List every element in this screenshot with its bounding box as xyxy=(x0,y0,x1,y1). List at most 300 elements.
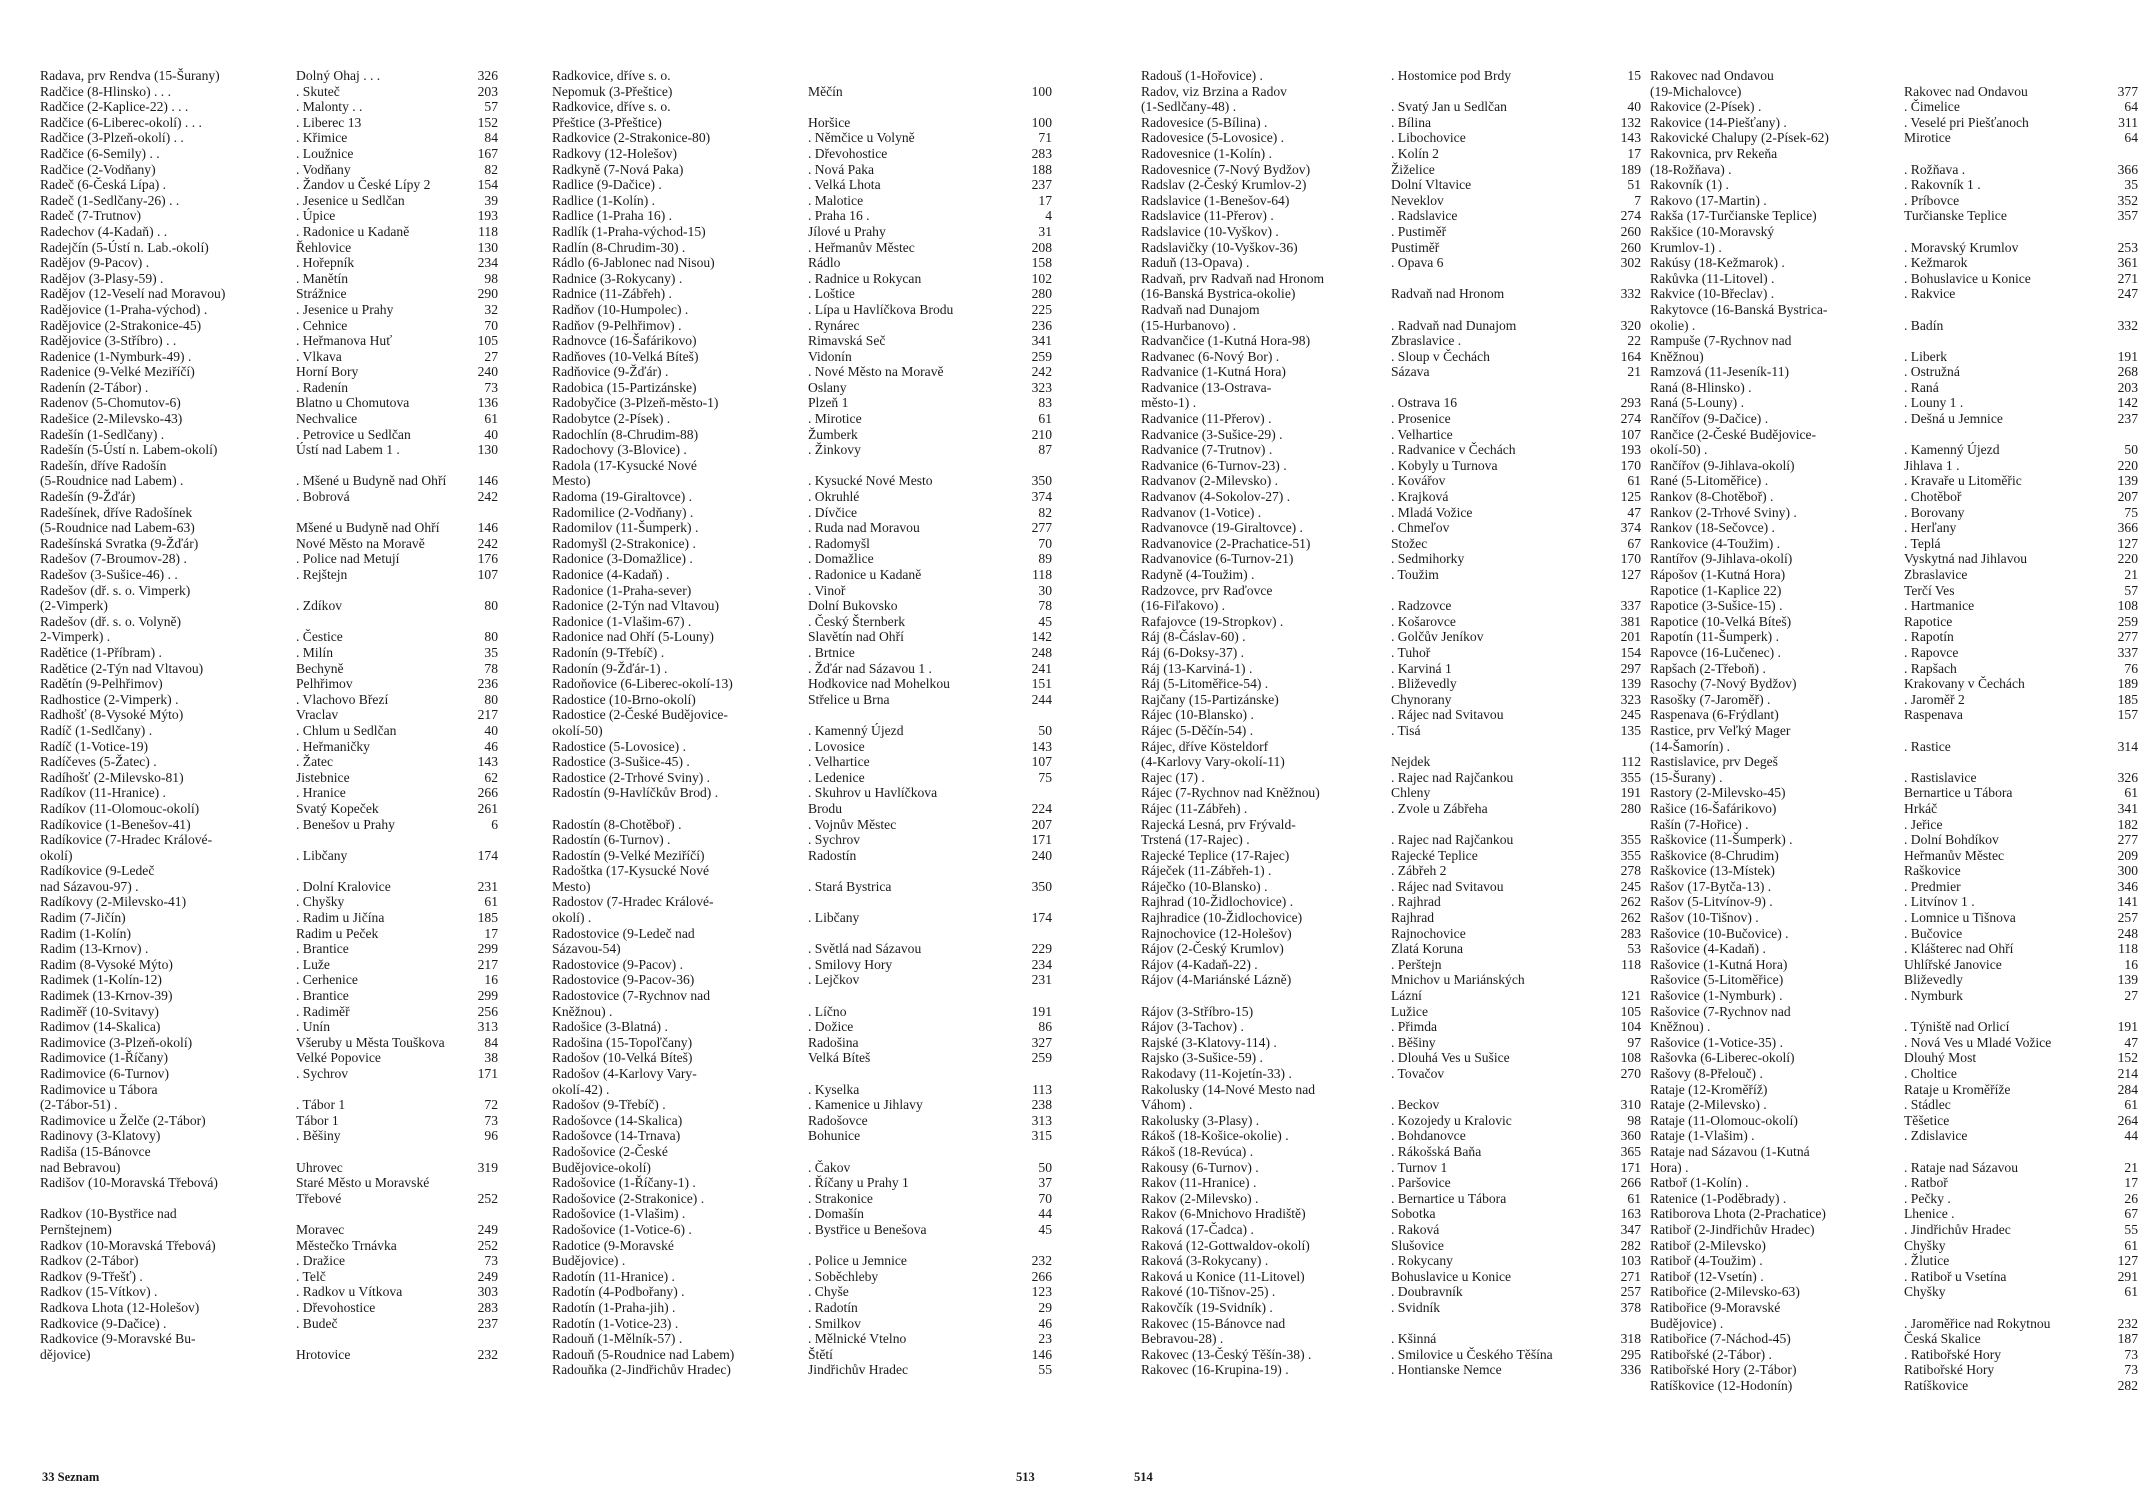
index-entry xyxy=(1650,302,2138,318)
index-entry xyxy=(40,240,498,256)
post-office: . Kamenný Újezd xyxy=(1904,442,2000,458)
place-name: (2-Vimperk) xyxy=(40,598,108,614)
page-ref: 208 xyxy=(1031,239,1052,255)
page-ref: 191 xyxy=(2117,348,2138,364)
page-ref: 80 xyxy=(484,691,498,707)
index-entry xyxy=(1650,692,2138,708)
post-office: Těšetice xyxy=(1904,1112,1950,1128)
place-name: Radnice (3-Rokycany) . xyxy=(552,270,683,286)
index-entry xyxy=(1650,661,2138,677)
index-entry xyxy=(552,84,1052,100)
page-ref: 17 xyxy=(1038,192,1052,208)
page-ref: 55 xyxy=(2124,1221,2138,1237)
column-3 xyxy=(1141,68,1641,1378)
index-entry xyxy=(552,817,1052,833)
post-office: Sobotka xyxy=(1391,1206,1436,1222)
post-office: Pustiměř xyxy=(1391,239,1440,255)
post-office: . Klášterec nad Ohří xyxy=(1904,941,2014,957)
post-office: . Rakvice xyxy=(1904,286,1956,302)
post-office: . Kovářov xyxy=(1391,473,1446,489)
place-name: Radostín (8-Chotěboř) . xyxy=(552,816,682,832)
page-ref: 248 xyxy=(2117,925,2138,941)
post-office: . Libčany xyxy=(808,910,860,926)
place-name: Radešínská Svratka (9-Žďár) xyxy=(40,535,199,551)
place-name: Rafajovce (19-Stropkov) . xyxy=(1141,613,1284,629)
page-ref: 143 xyxy=(1031,738,1052,754)
post-office: . Brantice xyxy=(296,941,349,957)
index-entry xyxy=(40,754,498,770)
index-entry xyxy=(552,941,1052,957)
place-name: Rakovec (16-Krupina-19) . xyxy=(1141,1362,1289,1378)
index-entry xyxy=(1141,208,1641,224)
place-name: Rakousy (6-Turnov) . xyxy=(1141,1159,1259,1175)
page-ref: 352 xyxy=(2117,192,2138,208)
post-office: Ratíškovice xyxy=(1904,1377,1969,1393)
place-name: Rakytovce (16-Banská Bystrica- xyxy=(1650,301,1828,317)
page-ref: 365 xyxy=(1620,1143,1641,1159)
post-office: . Radim u Jičína xyxy=(296,910,385,926)
index-entry xyxy=(40,957,498,973)
post-office: . Milín xyxy=(296,644,334,660)
place-name: Rašovice (1-Votice-35) . xyxy=(1650,1034,1784,1050)
page-ref: 366 xyxy=(2117,161,2138,177)
index-entry xyxy=(40,255,498,271)
place-name: Bebravou-28) . xyxy=(1141,1331,1224,1347)
place-name: Radiša (15-Bánovce xyxy=(40,1143,151,1159)
page-ref: 318 xyxy=(1620,1331,1641,1347)
page-ref: 61 xyxy=(1038,411,1052,427)
place-name: Radkovice, dříve s. o. xyxy=(552,99,671,115)
post-office: . Žandov u České Lípy 2 xyxy=(296,177,431,193)
place-name: Rajec (17) . xyxy=(1141,769,1205,785)
page-ref: 249 xyxy=(477,1221,498,1237)
place-name: Radola (17-Kysucké Nové xyxy=(552,457,697,473)
post-office: . Litvínov 1 . xyxy=(1904,894,1975,910)
page-ref: 127 xyxy=(2117,535,2138,551)
place-name: (18-Rožňava) . xyxy=(1650,161,1732,177)
index-entry xyxy=(1650,583,2138,599)
index-entry xyxy=(552,271,1052,287)
index-entry xyxy=(1141,1066,1641,1082)
page-ref: 40 xyxy=(484,722,498,738)
post-office: . Lomnice u Tišnova xyxy=(1904,910,2016,926)
place-name: Rajhrad (10-Židlochovice) . xyxy=(1141,894,1294,910)
post-office: Rataje u Kroměříže xyxy=(1904,1081,2011,1097)
post-office: Staré Město u Moravské xyxy=(296,1175,430,1191)
page-ref: 136 xyxy=(477,395,498,411)
page-ref: 291 xyxy=(2117,1268,2138,1284)
page-ref: 290 xyxy=(477,286,498,302)
place-name: Radimek (13-Krnov-39) xyxy=(40,988,173,1004)
place-name: Radějovice (3-Stříbro) . . xyxy=(40,333,177,349)
index-entry xyxy=(552,614,1052,630)
place-name: Radostovice (9-Pacov) . xyxy=(552,956,683,972)
index-entry xyxy=(1650,1035,2138,1051)
index-entry xyxy=(1650,1300,2138,1316)
index-entry xyxy=(1650,458,2138,474)
post-office: Stožec xyxy=(1391,535,1428,551)
post-office: . Mšené u Budyně nad Ohří xyxy=(296,473,447,489)
post-office: . Bernartice u Tábora xyxy=(1391,1190,1507,1206)
place-name: Radvanice (13-Ostrava- xyxy=(1141,379,1272,395)
place-name: Mesto) xyxy=(552,878,591,894)
place-name: Radava, prv Rendva (15-Šurany) xyxy=(40,68,220,83)
page-ref: 170 xyxy=(1620,551,1641,567)
post-office: . Dlouhá Ves u Sušice xyxy=(1391,1050,1510,1066)
post-office: . Dřevohostice xyxy=(808,145,888,161)
post-office: . Chlum u Sedlčan xyxy=(296,722,397,738)
index-entry xyxy=(552,380,1052,396)
page-ref: 80 xyxy=(484,598,498,614)
place-name: Radostice (3-Sušice-45) . xyxy=(552,754,690,770)
post-office: Rajecké Teplice xyxy=(1391,847,1478,863)
page-ref: 82 xyxy=(1038,504,1052,520)
index-entry xyxy=(40,863,498,879)
place-name: Rapotice (3-Sušice-15) . xyxy=(1650,598,1783,614)
page-ref: 274 xyxy=(1620,208,1641,224)
post-office: . Vinoř xyxy=(808,582,846,598)
post-office: . Jindřichův Hradec xyxy=(1904,1221,2011,1237)
page-ref: 262 xyxy=(1620,910,1641,926)
index-entry xyxy=(552,1144,1052,1160)
page-ref: 283 xyxy=(477,1299,498,1315)
post-office: Zbraslavice . xyxy=(1391,333,1462,349)
post-office: . Rapotín xyxy=(1904,629,1954,645)
page-ref: 130 xyxy=(477,239,498,255)
index-entry xyxy=(40,84,498,100)
place-name: Radvanovice (2-Prachatice-51) xyxy=(1141,535,1311,551)
place-name: Kněžnou) . xyxy=(1650,1019,1711,1035)
page-ref: 27 xyxy=(484,348,498,364)
place-name: Rašín (7-Hořice) . xyxy=(1650,816,1749,832)
page-ref: 240 xyxy=(477,364,498,380)
page-ref: 64 xyxy=(2124,130,2138,146)
index-entry xyxy=(1141,1362,1641,1378)
place-name: Radoštka (17-Kysucké Nové xyxy=(552,863,710,879)
post-office: . Skuhrov u Havlíčkova xyxy=(808,785,938,801)
place-name: Rašovy (8-Přelouč) . xyxy=(1650,1066,1763,1081)
page-ref: 37 xyxy=(1038,1175,1052,1191)
page-ref: 201 xyxy=(1620,629,1641,645)
post-office: . Dešná u Jemnice xyxy=(1904,411,2003,427)
page-ref: 313 xyxy=(1031,1112,1052,1128)
post-office: . Běšiny xyxy=(296,1128,341,1144)
index-entry xyxy=(1650,754,2138,770)
page-ref: 188 xyxy=(1031,161,1052,177)
index-entry xyxy=(1650,1004,2138,1020)
page-ref: 142 xyxy=(1031,629,1052,645)
place-name: Rakovice (2-Písek) . xyxy=(1650,99,1762,115)
post-office: . Jesenice u Prahy xyxy=(296,301,394,317)
page-ref: 303 xyxy=(477,1284,498,1300)
place-name: Radíčeves (5-Žatec) . xyxy=(40,754,157,770)
place-name: Radkov (9-Třešť) . xyxy=(40,1268,143,1284)
place-name: Ratibořské Hory (2-Tábor) xyxy=(1650,1362,1797,1378)
index-entry xyxy=(1141,754,1641,770)
index-entry xyxy=(1141,146,1641,162)
index-entry xyxy=(1650,68,2138,84)
place-name: Ratibořice (9-Moravské xyxy=(1650,1299,1781,1315)
index-entry xyxy=(1141,957,1641,973)
index-entry xyxy=(40,224,498,240)
post-office: . Přimda xyxy=(1391,1019,1438,1035)
place-name: Rankov (8-Chotěboř) . xyxy=(1650,489,1774,505)
place-name: Ratiboř (12-Vsetín) . xyxy=(1650,1268,1764,1284)
post-office: . Žinkovy xyxy=(808,442,861,458)
page-ref: 361 xyxy=(2117,255,2138,271)
page-ref: 245 xyxy=(1620,878,1641,894)
place-name: Radostov (7-Hradec Králové- xyxy=(552,894,714,910)
page-ref: 26 xyxy=(2124,1190,2138,1206)
index-entry xyxy=(40,583,498,599)
place-name: Ratibořské (2-Tábor) . xyxy=(1650,1346,1772,1362)
place-name: Radkov (2-Tábor) xyxy=(40,1253,139,1269)
index-entry xyxy=(1650,567,2138,583)
place-name: Radostovice (9-Ledeč nad xyxy=(552,925,695,941)
place-name: Radějov (3-Plasy-59) . xyxy=(40,270,164,286)
index-entry xyxy=(1650,442,2138,458)
post-office: . Golčův Jeníkov xyxy=(1391,629,1484,645)
place-name: Radochlín (8-Chrudim-88) xyxy=(552,426,699,442)
post-office: . Čimelice xyxy=(1904,99,1960,115)
place-name: Radešov (3-Sušice-46) . . xyxy=(40,567,178,582)
place-name: Radonice (2-Týn nad Vltavou) xyxy=(552,598,719,614)
place-name: Radvanec (6-Nový Bor) . xyxy=(1141,348,1280,364)
page-ref: 337 xyxy=(1620,598,1641,614)
place-name: Rakovec (15-Bánovce nad xyxy=(1141,1315,1286,1331)
place-name: Radeč (7-Trutnov) xyxy=(40,208,142,224)
page-ref: 242 xyxy=(477,489,498,505)
place-name: Radotice (9-Moravské xyxy=(552,1237,674,1253)
page-ref: 61 xyxy=(1627,473,1641,489)
page-ref: 313 xyxy=(477,1019,498,1035)
place-name: Radějovice (1-Praha-východ) . xyxy=(40,301,208,317)
place-name: Rapovce (16-Lučenec) . xyxy=(1650,644,1781,660)
index-entry xyxy=(1141,707,1641,723)
place-name: Radošov (4-Karlovy Vary- xyxy=(552,1066,697,1081)
post-office: . Opava 6 xyxy=(1391,255,1444,271)
place-name: Trstená (17-Rajec) . xyxy=(1141,832,1250,848)
page-ref: 121 xyxy=(1620,988,1641,1004)
index-entry xyxy=(552,505,1052,521)
post-office: . Liberk xyxy=(1904,348,1948,364)
page-ref: 182 xyxy=(2117,816,2138,832)
place-name: okolí) xyxy=(40,847,73,863)
index-entry xyxy=(552,302,1052,318)
post-office: . Teplá xyxy=(1904,535,1941,551)
place-name: Radim (7-Jičín) xyxy=(40,910,126,926)
post-office: . Benešov u Prahy xyxy=(296,816,395,832)
place-name: Rájec, dříve Kösteldorf xyxy=(1141,738,1269,754)
index-entry xyxy=(1141,785,1641,801)
page-ref: 46 xyxy=(484,738,498,754)
place-name: Rakov (2-Milevsko) . xyxy=(1141,1190,1259,1206)
place-name: Raškovice (8-Chrudim) xyxy=(1650,847,1779,863)
post-office: Velká Bíteš xyxy=(808,1050,871,1066)
index-entry xyxy=(1141,84,1641,100)
place-name: Rajnochovice (12-Holešov) xyxy=(1141,925,1292,941)
index-entry xyxy=(1650,614,2138,630)
place-name: Radíkov (11-Olomouc-okolí) xyxy=(40,800,200,816)
post-office: . Velhartice xyxy=(808,754,870,770)
index-entry xyxy=(40,629,498,645)
index-entry xyxy=(40,473,498,489)
index-entry xyxy=(552,1238,1052,1254)
place-name: Radějov (12-Veselí nad Moravou) xyxy=(40,286,226,302)
post-office: . Loštice xyxy=(808,286,855,302)
post-office: Vraclav xyxy=(296,707,339,723)
index-entry xyxy=(1141,1222,1641,1238)
post-office: . Kozojedy u Kralovic xyxy=(1391,1112,1512,1128)
page-ref: 234 xyxy=(477,255,498,271)
page-ref: 207 xyxy=(1031,816,1052,832)
place-name: Rákoš (18-Revúca) . xyxy=(1141,1143,1254,1159)
place-name: Radostín (6-Turnov) . xyxy=(552,832,671,848)
place-name: Rankov (18-Sečovce) . xyxy=(1650,520,1775,536)
post-office: . Rapšach xyxy=(1904,660,1957,676)
page-ref: 84 xyxy=(484,130,498,146)
page-ref: 242 xyxy=(477,535,498,551)
post-office: . Brtnice xyxy=(808,644,855,660)
post-office: . Smilovice u Českého Těšína xyxy=(1391,1346,1553,1362)
index-entry xyxy=(1141,520,1641,536)
place-name: Radouň (1-Mělník-57) . xyxy=(552,1331,683,1347)
place-name: Rasošky (7-Jaroměř) . xyxy=(1650,691,1771,707)
post-office: . Hostomice pod Brdy xyxy=(1391,68,1512,83)
place-name: Radkovy (12-Holešov) xyxy=(552,145,677,161)
post-office: Česká Skalice xyxy=(1904,1331,1981,1347)
place-name: Rančířov (9-Jihlava-okolí) xyxy=(1650,457,1795,473)
place-name: Radovesice (5-Bílina) . xyxy=(1141,114,1268,130)
index-entry xyxy=(1141,739,1641,755)
place-name: Radenice (9-Velké Meziříčí) xyxy=(40,364,195,380)
place-name: okolí-42) . xyxy=(552,1081,610,1097)
index-entry xyxy=(1650,910,2138,926)
index-entry xyxy=(40,536,498,552)
index-entry xyxy=(552,676,1052,692)
index-entry xyxy=(1650,1191,2138,1207)
post-office: . Jaroměřice nad Rokytnou xyxy=(1904,1315,2051,1331)
page-ref: 152 xyxy=(2117,1050,2138,1066)
place-name: Rané (5-Litoměřice) . xyxy=(1650,473,1769,489)
index-entry xyxy=(1141,645,1641,661)
index-entry xyxy=(552,1004,1052,1020)
index-entry xyxy=(1141,1050,1641,1066)
page-ref: 47 xyxy=(1627,504,1641,520)
index-entry xyxy=(1141,1004,1641,1020)
index-entry xyxy=(40,1238,498,1254)
page-ref: 167 xyxy=(477,145,498,161)
post-office: Dolní Bukovsko xyxy=(808,598,898,614)
place-name: Rašovice (1-Nymburk) . xyxy=(1650,988,1783,1004)
index-entry xyxy=(40,1253,498,1269)
page-ref: 191 xyxy=(1031,1003,1052,1019)
place-name: Radoma (19-Giraltovce) . xyxy=(552,489,693,505)
post-office: . Dožice xyxy=(808,1019,854,1035)
post-office: . Kobyly u Turnova xyxy=(1391,457,1498,473)
place-name: Rakša (17-Turčianske Teplice) xyxy=(1650,208,1817,224)
page-ref: 29 xyxy=(1038,1299,1052,1315)
index-entry xyxy=(40,333,498,349)
index-entry xyxy=(552,146,1052,162)
index-entry xyxy=(1650,941,2138,957)
index-entry xyxy=(1650,505,2138,521)
page-ref: 217 xyxy=(477,707,498,723)
post-office: . Lovosice xyxy=(808,738,865,754)
place-name: Radomilice (2-Vodňany) . xyxy=(552,504,694,520)
index-entry xyxy=(1141,1128,1641,1144)
page-ref: 274 xyxy=(1620,411,1641,427)
post-office: Rakovec nad Ondavou xyxy=(1904,83,2028,99)
post-office: . Hořepník xyxy=(296,255,355,271)
post-office: Bechyně xyxy=(296,660,344,676)
index-entry xyxy=(552,162,1052,178)
post-office: Brodu xyxy=(808,800,842,816)
index-entry xyxy=(1141,583,1641,599)
post-office: . Rejštejn xyxy=(296,567,348,582)
page-ref: 102 xyxy=(1031,270,1052,286)
page-ref: 108 xyxy=(1620,1050,1641,1066)
index-entry xyxy=(552,1035,1052,1051)
post-office: Radim u Peček xyxy=(296,925,379,941)
place-name: Rájec (11-Zábřeh) . xyxy=(1141,800,1248,816)
post-office: Krakovany v Čechách xyxy=(1904,676,2025,692)
post-office: . Líčno xyxy=(808,1003,847,1019)
index-entry xyxy=(40,68,498,84)
post-office: Slavětín nad Ohří xyxy=(808,629,904,645)
post-office: . Žatec xyxy=(296,754,333,770)
index-entry xyxy=(1650,645,2138,661)
page-ref: 277 xyxy=(2117,629,2138,645)
index-entry xyxy=(1650,115,2138,131)
page-ref: 191 xyxy=(1620,785,1641,801)
index-entry xyxy=(40,785,498,801)
index-entry xyxy=(40,1300,498,1316)
place-name: Radošovce (14-Trnava) xyxy=(552,1128,681,1144)
place-name: Rankovice (4-Toužim) . xyxy=(1650,535,1781,551)
page-ref: 207 xyxy=(2117,489,2138,505)
post-office: . Doubravník xyxy=(1391,1284,1463,1300)
post-office: . Nová Ves u Mladé Vožice xyxy=(1904,1034,2052,1050)
place-name: Rakov (11-Hranice) . xyxy=(1141,1175,1257,1191)
place-name: Radějov (9-Pacov) . xyxy=(40,255,150,271)
post-office: . Bohuslavice u Konice xyxy=(1904,270,2031,286)
index-entry xyxy=(1141,1191,1641,1207)
index-entry xyxy=(40,551,498,567)
post-office: Horní Bory xyxy=(296,364,359,380)
post-office: . Ratiboř u Vsetína xyxy=(1904,1268,2007,1284)
place-name: Radinovy (3-Klatovy) xyxy=(40,1128,161,1144)
page-ref: 22 xyxy=(1627,333,1641,349)
page-ref: 242 xyxy=(1031,364,1052,380)
page-ref: 118 xyxy=(1032,567,1052,582)
place-name: Radslav (2-Český Krumlov-2) xyxy=(1141,177,1307,193)
place-name: Ráj (6-Doksy-37) . xyxy=(1141,644,1245,660)
index-entry xyxy=(552,551,1052,567)
page-ref: 249 xyxy=(477,1268,498,1284)
index-entry xyxy=(1650,832,2138,848)
post-office: Nejdek xyxy=(1391,754,1431,770)
index-entry xyxy=(1650,1050,2138,1066)
post-office: Bohunice xyxy=(808,1128,861,1144)
place-name: Ráj (8-Čáslav-60) . xyxy=(1141,629,1246,645)
page-ref: 103 xyxy=(1620,1253,1641,1269)
place-name: Radošovice (2-České xyxy=(552,1143,668,1159)
post-office: Radošovce xyxy=(808,1112,868,1128)
place-name: Rašov (10-Tišnov) . xyxy=(1650,910,1759,926)
index-entry xyxy=(1141,941,1641,957)
post-office: . Ostružná xyxy=(1904,364,1960,380)
